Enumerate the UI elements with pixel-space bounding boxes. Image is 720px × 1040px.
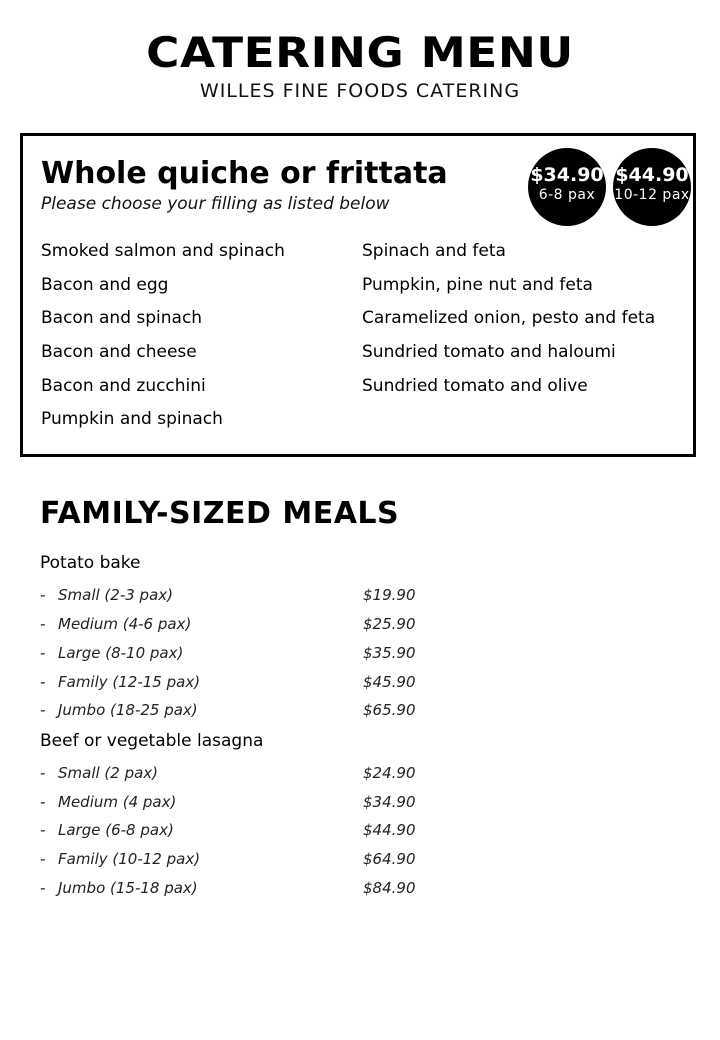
filling-item: Sundried tomato and olive — [362, 375, 588, 396]
menu-subtitle: WILLES FINE FOODS CATERING — [199, 80, 521, 102]
filling-item: Bacon and egg — [41, 274, 169, 295]
quiche-section — [20, 133, 696, 457]
price-badge-pax: 6-8 pax — [538, 187, 596, 203]
price-badge-small — [528, 148, 606, 226]
size-label: Large (6-8 pax) — [58, 821, 174, 839]
filling-item: Caramelized onion, pesto and feta — [362, 308, 656, 329]
size-price: $65.90 — [363, 701, 416, 719]
filling-item: Sundried tomato and haloumi — [362, 342, 616, 363]
dash: - — [40, 821, 46, 839]
filling-item: Smoked salmon and spinach — [41, 241, 285, 261]
price-badge-price: $34.90 — [530, 164, 604, 186]
dash: - — [40, 879, 46, 897]
filling-item: Bacon and zucchini — [41, 375, 206, 396]
size-price: $25.90 — [363, 615, 416, 633]
meal-group-potato-bake: Potato bake — [40, 553, 141, 573]
size-label: Jumbo (15-18 pax) — [58, 879, 198, 897]
dash: - — [40, 615, 46, 633]
size-price: $84.90 — [363, 879, 416, 897]
quiche-subtitle: Please choose your filling as listed below — [41, 194, 390, 214]
fillings-left-column — [41, 240, 285, 442]
price-badge-large — [613, 148, 691, 226]
size-label: Medium (4-6 pax) — [58, 615, 192, 633]
fillings-right-column — [362, 240, 655, 408]
size-label: Small (2-3 pax) — [58, 586, 173, 604]
dash: - — [40, 701, 46, 719]
size-price: $35.90 — [363, 644, 416, 662]
meal-group-lasagna: Beef or vegetable lasagna — [40, 731, 264, 751]
filling-item: Pumpkin and spinach — [41, 409, 223, 430]
dash: - — [40, 644, 46, 662]
size-price: $64.90 — [363, 850, 416, 868]
size-price: $19.90 — [363, 586, 416, 604]
size-label: Large (8-10 pax) — [58, 644, 184, 662]
dash: - — [40, 673, 46, 691]
size-price: $34.90 — [363, 793, 416, 811]
price-badge-price: $44.90 — [615, 164, 689, 186]
dash: - — [40, 850, 46, 868]
filling-item: Pumpkin, pine nut and feta — [362, 274, 593, 295]
dash: - — [40, 764, 46, 782]
size-price: $45.90 — [363, 673, 416, 691]
filling-item: Spinach and feta — [362, 241, 506, 261]
price-badge-pax: 10-12 pax — [614, 187, 690, 203]
size-label: Jumbo (18-25 pax) — [58, 701, 198, 719]
family-meals-title: FAMILY-SIZED MEALS — [40, 496, 400, 531]
size-price: $44.90 — [363, 821, 416, 839]
filling-item: Bacon and cheese — [41, 342, 197, 363]
dash: - — [40, 586, 46, 604]
menu-title: CATERING MENU — [146, 28, 574, 77]
size-label: Family (10-12 pax) — [58, 850, 201, 868]
size-label: Small (2 pax) — [58, 764, 159, 782]
size-label: Medium (4 pax) — [58, 793, 177, 811]
size-price: $24.90 — [363, 764, 416, 782]
quiche-title: Whole quiche or frittata — [41, 156, 448, 191]
filling-item: Bacon and spinach — [41, 308, 203, 329]
size-label: Family (12-15 pax) — [58, 673, 201, 691]
dash: - — [40, 793, 46, 811]
menu-header — [0, 28, 720, 102]
